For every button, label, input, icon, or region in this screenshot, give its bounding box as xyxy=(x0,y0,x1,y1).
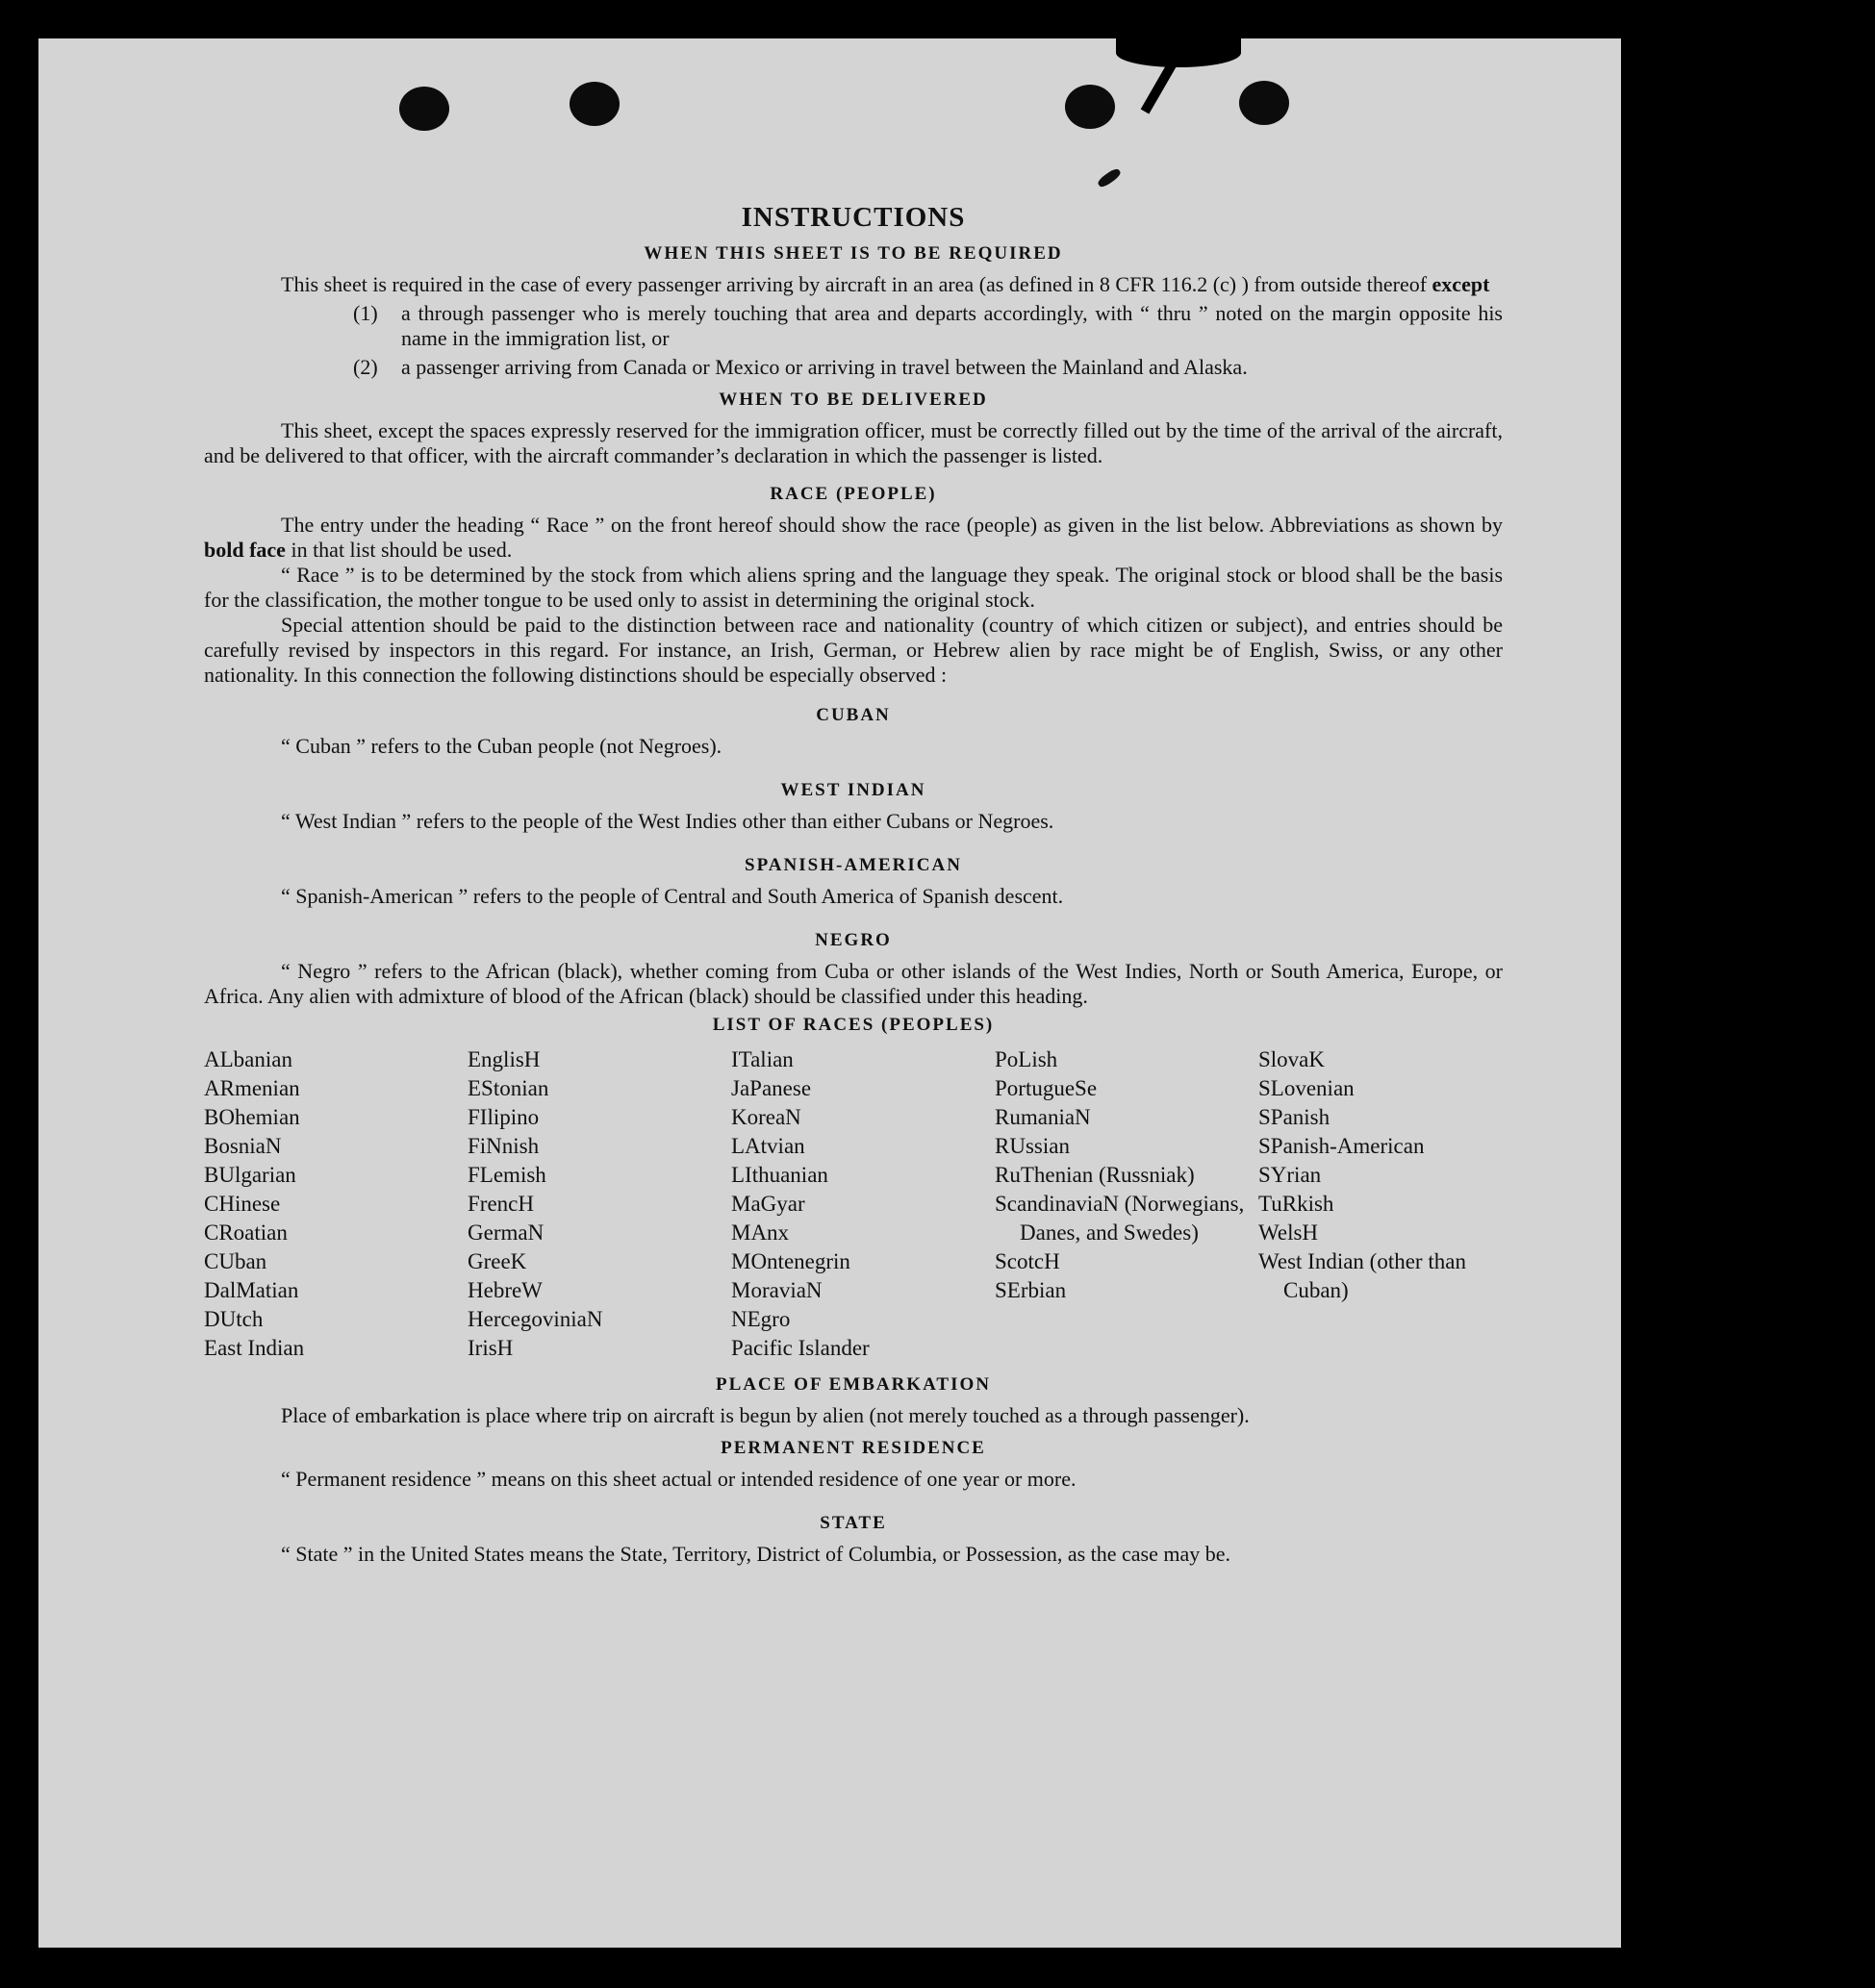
race-entry: FiNnish xyxy=(468,1134,540,1158)
race-entry: CUban xyxy=(204,1249,267,1273)
race-entry: KoreaN xyxy=(731,1105,801,1129)
race-entry: HebreW xyxy=(468,1278,543,1302)
race-column xyxy=(204,1045,468,1363)
instructions-content xyxy=(204,202,1503,1567)
race-entry: CHinese xyxy=(204,1192,281,1216)
section-heading: PLACE OF EMBARKATION xyxy=(716,1374,991,1395)
race-entry: DalMatian xyxy=(204,1278,299,1302)
race-entry: EStonian xyxy=(468,1076,549,1100)
race-entry: DUtch xyxy=(204,1307,264,1331)
race-column xyxy=(995,1045,1258,1363)
punch-hole xyxy=(570,82,620,126)
race-entry: IrisH xyxy=(468,1336,514,1360)
section-heading: LIST OF RACES (PEOPLES) xyxy=(712,1015,995,1035)
ink-mark xyxy=(1096,166,1122,189)
torn-edge xyxy=(1116,38,1241,67)
section-heading: WHEN THIS SHEET IS TO BE REQUIRED xyxy=(644,243,1063,264)
paragraph: “ Cuban ” refers to the Cuban people (not Negroes). xyxy=(281,734,722,758)
race-column xyxy=(1258,1045,1522,1363)
race-entry: SlovaK xyxy=(1258,1047,1325,1071)
paragraph xyxy=(204,513,1503,563)
paragraph: This sheet, except the spaces expressly reserved for the immigration officer, must be correctly filled out by the time of the arrival of the aircraft, and be delivered to that officer, with the aircraft commander’s declaration in which the passenger is listed. xyxy=(204,418,1503,467)
race-entry: PoLish xyxy=(995,1047,1058,1071)
torn-edge xyxy=(1141,60,1178,114)
paragraph: “ West Indian ” refers to the people of the West Indies other than either Cubans or Negroes. xyxy=(281,809,1054,833)
race-entry: RUssian xyxy=(995,1134,1070,1158)
item-text: a passenger arriving from Canada or Mexico or arriving in travel between the Mainland and Alaska. xyxy=(401,355,1248,379)
list-item xyxy=(353,301,1503,351)
race-column xyxy=(468,1045,731,1363)
race-entry: ARmenian xyxy=(204,1076,300,1100)
item-text: a through passenger who is merely touching that area and departs accordingly, with “ thru ” noted on the margin opposite his name in the immigration list, or xyxy=(401,301,1503,350)
race-entry: MOntenegrin xyxy=(731,1249,850,1273)
race-entry: MAnx xyxy=(731,1220,790,1245)
race-entry: FrencH xyxy=(468,1192,534,1216)
punch-hole xyxy=(399,87,449,131)
race-entry: EnglisH xyxy=(468,1047,541,1071)
paragraph: “ Spanish-American ” refers to the people of Central and South America of Spanish descent. xyxy=(281,884,1064,908)
race-entry: NEgro xyxy=(731,1307,791,1331)
race-entry: RumaniaN xyxy=(995,1105,1091,1129)
section-heading: RACE (PEOPLE) xyxy=(770,484,937,504)
race-entry: WelsH xyxy=(1258,1220,1319,1245)
race-entry: SPanish-American xyxy=(1258,1134,1425,1158)
race-entry: ScandinaviaN (Norwegians, Danes, and Swedes) xyxy=(995,1192,1245,1245)
race-list xyxy=(204,1045,1503,1363)
bold-text: bold face xyxy=(204,538,286,562)
race-entry: SPanish xyxy=(1258,1105,1330,1129)
paragraph-text: This sheet is required in the case of every passenger arriving by aircraft in an area (as defined in 8 CFR 116.2 (c) ) from outside thereof xyxy=(281,272,1428,296)
race-entry: BUlgarian xyxy=(204,1163,296,1187)
race-entry: FLemish xyxy=(468,1163,546,1187)
race-entry: CRoatian xyxy=(204,1220,288,1245)
race-entry: SYrian xyxy=(1258,1163,1322,1187)
punch-hole xyxy=(1065,85,1115,129)
race-entry: LIthuanian xyxy=(731,1163,828,1187)
paragraph: “ Permanent residence ” means on this sheet actual or intended residence of one year or more. xyxy=(281,1467,1077,1491)
page-title: INSTRUCTIONS xyxy=(741,202,966,233)
race-entry: ALbanian xyxy=(204,1047,292,1071)
race-entry: ScotcH xyxy=(995,1249,1060,1273)
race-entry: GermaN xyxy=(468,1220,545,1245)
punch-hole xyxy=(1239,81,1289,125)
race-entry: BosniaN xyxy=(204,1134,282,1158)
paragraph: Place of embarkation is place where trip on aircraft is begun by alien (not merely touched as a through passenger). xyxy=(281,1403,1250,1427)
paragraph-text: in that list should be used. xyxy=(291,538,513,562)
race-entry: JaPanese xyxy=(731,1076,812,1100)
section-heading: WEST INDIAN xyxy=(780,780,926,800)
race-entry: LAtvian xyxy=(731,1134,805,1158)
race-entry: TuRkish xyxy=(1258,1192,1334,1216)
item-number: (2) xyxy=(353,355,378,379)
race-entry: PortugueSe xyxy=(995,1076,1098,1100)
race-entry: Pacific Islander xyxy=(731,1336,870,1360)
section-heading: NEGRO xyxy=(815,930,892,950)
list-item xyxy=(353,355,1503,380)
paragraph xyxy=(204,272,1503,297)
paragraph-text: The entry under the heading “ Race ” on the front hereof should show the race (people) as given in the list below. Abbreviations as shown by xyxy=(281,513,1503,537)
section-heading: CUBAN xyxy=(816,705,891,725)
race-entry: RuThenian (Russniak) xyxy=(995,1163,1195,1187)
race-entry: GreeK xyxy=(468,1249,527,1273)
paragraph: Special attention should be paid to the distinction between race and nationality (country of which citizen or subject), and entries should be carefully revised by inspectors in this regard. For instance, an Irish, German, or Hebrew alien by race might be of English, Swiss, or any other nationality. In this connection the following distinctions should be especially observed : xyxy=(204,613,1503,687)
document-sheet xyxy=(38,38,1621,1948)
race-entry: FIlipino xyxy=(468,1105,540,1129)
race-entry: ITalian xyxy=(731,1047,794,1071)
paragraph: “ Negro ” refers to the African (black), whether coming from Cuba or other islands of the West Indies, North or South America, Europe, or Africa. Any alien with admixture of blood of the African (black) should be classified under this heading. xyxy=(204,959,1503,1008)
section-heading: STATE xyxy=(820,1513,887,1533)
section-heading: WHEN TO BE DELIVERED xyxy=(719,390,988,410)
race-entry: East Indian xyxy=(204,1336,305,1360)
item-number: (1) xyxy=(353,301,378,325)
race-entry: HercegoviniaN xyxy=(468,1307,603,1331)
section-heading: PERMANENT RESIDENCE xyxy=(721,1438,986,1458)
race-entry: MoraviaN xyxy=(731,1278,823,1302)
race-entry: MaGyar xyxy=(731,1192,805,1216)
race-entry: BOhemian xyxy=(204,1105,300,1129)
race-entry: West Indian (other than Cuban) xyxy=(1258,1249,1466,1302)
race-entry: SLovenian xyxy=(1258,1076,1355,1100)
race-entry: SErbian xyxy=(995,1278,1067,1302)
section-heading: SPANISH-AMERICAN xyxy=(745,855,962,875)
race-column xyxy=(731,1045,995,1363)
paragraph: “ Race ” is to be determined by the stock from which aliens spring and the language they speak. The original stock or blood shall be the basis for the classification, the mother tongue to be used only to assist in determining the original stock. xyxy=(204,563,1503,612)
paragraph: “ State ” in the United States means the State, Territory, District of Columbia, or Possession, as the case may be. xyxy=(281,1542,1231,1566)
bold-text: except xyxy=(1432,272,1490,296)
